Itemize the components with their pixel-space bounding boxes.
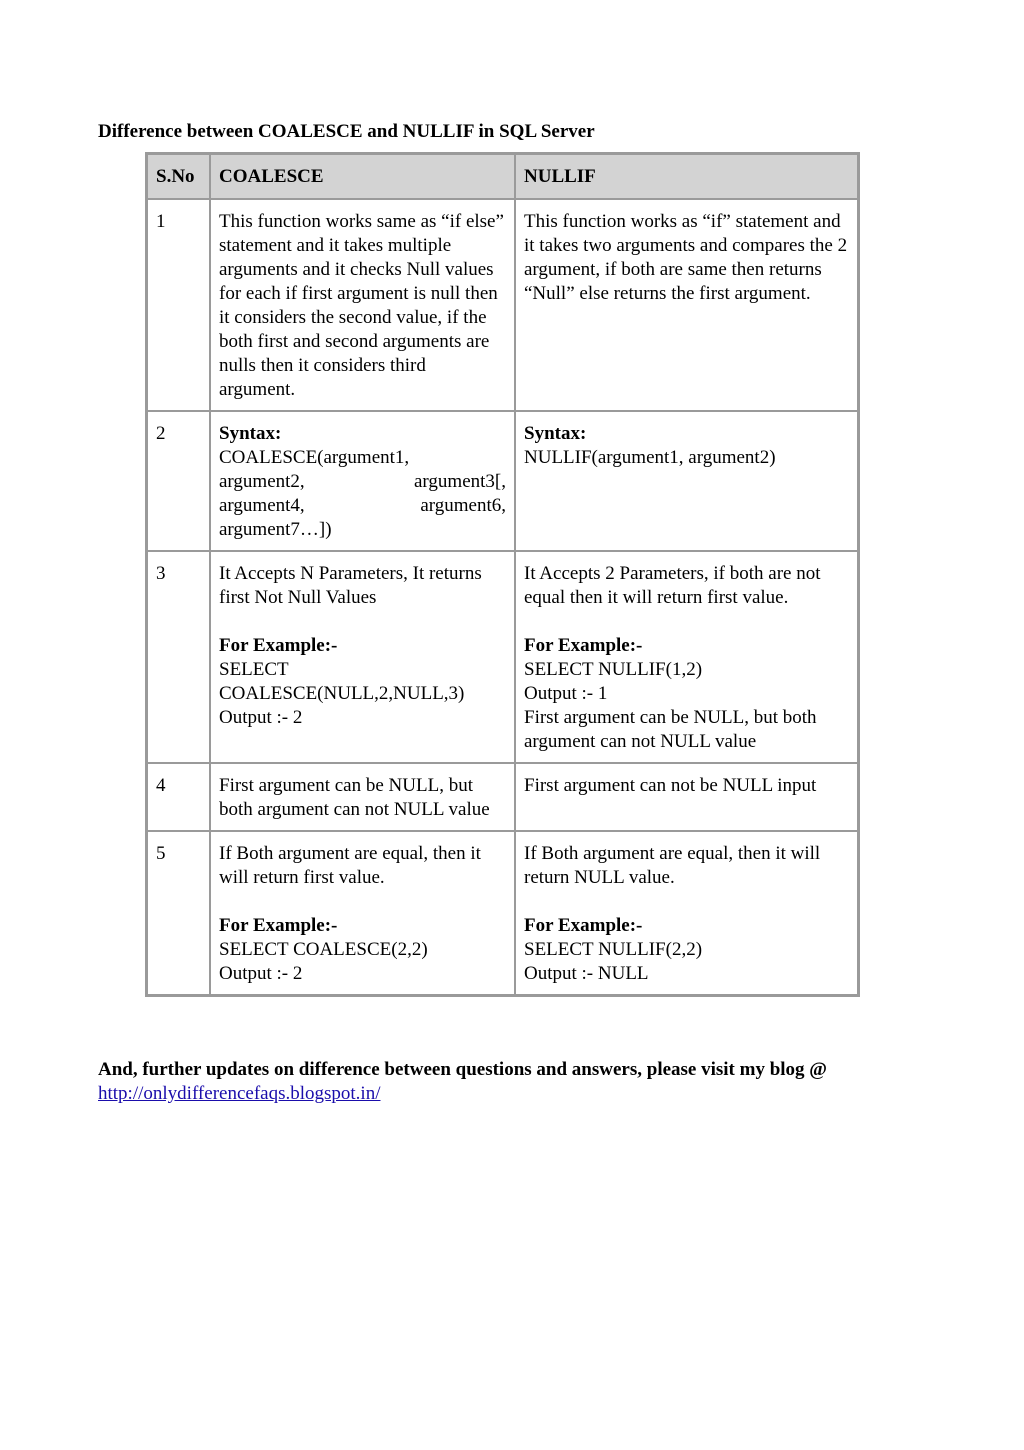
syntax-line <box>219 470 506 494</box>
table-row <box>147 763 858 831</box>
page-title: Difference between COALESCE and NULLIF in SQL Server <box>98 121 595 142</box>
table-row <box>147 411 858 551</box>
table-row <box>147 199 858 411</box>
nullif-cell <box>515 411 858 551</box>
nullif-cell <box>515 831 858 995</box>
example-output: Output :- 2 <box>219 707 303 728</box>
comparison-table <box>145 152 860 997</box>
row-number: 1 <box>147 199 210 411</box>
blog-link[interactable]: http://onlydifferencefaqs.blogspot.in/ <box>98 1083 381 1104</box>
coalesce-cell <box>210 551 515 763</box>
syntax-label: Syntax: <box>219 423 282 444</box>
syntax-part: argument4, <box>219 495 305 516</box>
nullif-cell <box>515 763 858 831</box>
coalesce-cell <box>210 411 515 551</box>
example-line: SELECT NULLIF(1,2) <box>524 659 703 680</box>
footer <box>98 1058 898 1106</box>
syntax-part: argument3[, <box>414 471 506 492</box>
example-line: SELECT NULLIF(2,2) <box>524 939 703 960</box>
example-note: First argument can be NULL, but both argument can not NULL value <box>524 707 817 752</box>
table-header-row <box>147 154 858 199</box>
table-row <box>147 551 858 763</box>
example-output: Output :- NULL <box>524 963 649 984</box>
coalesce-description: It Accepts N Parameters, It returns first Not Null Values <box>219 563 482 608</box>
syntax-line: COALESCE(argument1, <box>219 447 410 468</box>
header-nullif: NULLIF <box>515 154 858 199</box>
coalesce-description: First argument can be NULL, but both argument can not NULL value <box>219 775 490 820</box>
row-number: 4 <box>147 763 210 831</box>
example-label: For Example:- <box>524 635 643 656</box>
coalesce-cell <box>210 831 515 995</box>
row-number: 3 <box>147 551 210 763</box>
syntax-line: argument7…]) <box>219 519 332 540</box>
coalesce-description: If Both argument are equal, then it will return first value. <box>219 843 481 888</box>
footer-message: And, further updates on difference between questions and answers, please visit my blog @ <box>98 1059 827 1080</box>
table-row <box>147 831 858 995</box>
nullif-description: If Both argument are equal, then it will return NULL value. <box>524 843 821 888</box>
syntax-line <box>219 494 506 518</box>
nullif-description: This function works as “if” statement and it takes two arguments and compares the 2 argument, if both are same then returns “Null” else returns the first argument. <box>524 211 848 304</box>
header-sno: S.No <box>147 154 210 199</box>
example-output: Output :- 2 <box>219 963 303 984</box>
example-label: For Example:- <box>219 915 338 936</box>
example-line: SELECT COALESCE(2,2) <box>219 939 428 960</box>
syntax-part: argument6, <box>420 495 506 516</box>
coalesce-description: This function works same as “if else” statement and it takes multiple arguments and it checks Null values for each if first argument is null then it considers the second value, if the both first and second arguments are nulls then it considers third argument. <box>219 211 504 400</box>
example-line: COALESCE(NULL,2,NULL,3) <box>219 683 465 704</box>
nullif-description: It Accepts 2 Parameters, if both are not equal then it will return first value. <box>524 563 821 608</box>
example-label: For Example:- <box>219 635 338 656</box>
header-coalesce: COALESCE <box>210 154 515 199</box>
nullif-cell <box>515 551 858 763</box>
syntax-line: NULLIF(argument1, argument2) <box>524 447 776 468</box>
coalesce-cell <box>210 763 515 831</box>
example-label: For Example:- <box>524 915 643 936</box>
coalesce-cell <box>210 199 515 411</box>
row-number: 2 <box>147 411 210 551</box>
row-number: 5 <box>147 831 210 995</box>
syntax-part: argument2, <box>219 471 305 492</box>
nullif-description: First argument can not be NULL input <box>524 775 817 796</box>
syntax-label: Syntax: <box>524 423 587 444</box>
example-line: SELECT <box>219 659 289 680</box>
example-output: Output :- 1 <box>524 683 608 704</box>
nullif-cell <box>515 199 858 411</box>
